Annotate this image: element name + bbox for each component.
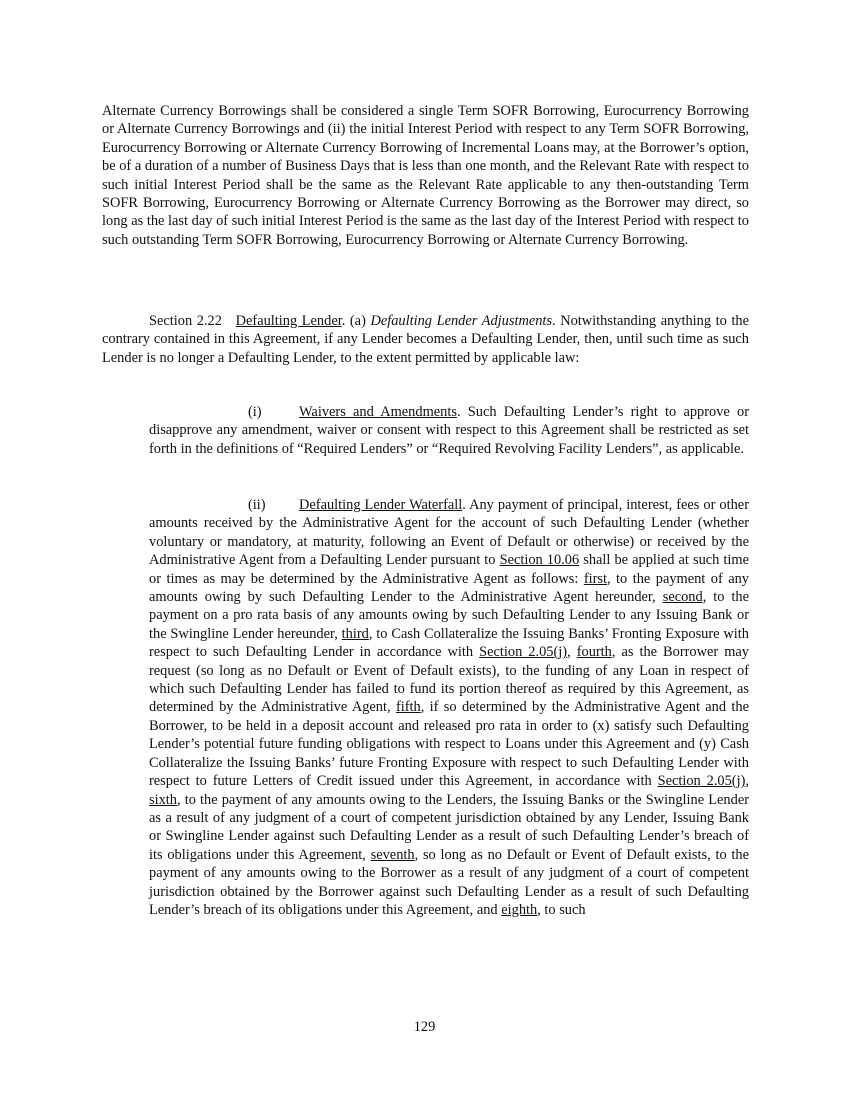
waterfall-step: fifth [395, 699, 421, 716]
cross-reference: Section 2.05(j) [657, 773, 746, 790]
waterfall-step: third [341, 625, 369, 642]
waterfall-step: sixth [149, 791, 177, 808]
waterfall-step: seventh [370, 846, 415, 863]
section-heading: Defaulting Lender [235, 313, 342, 329]
waterfall-step: fourth [576, 644, 612, 661]
clause-ii: (ii) Defaulting Lender Waterfall. Any payment of principal, interest, fees or other amounts received by the Administrative Agent for the account of such Defaulting Lender (whether voluntary or mandatory, at maturity, following an Event of Default or otherwise) or received by the Administrative Agent from a Defaulting Lender pursuant to Section 10.06 shall be applied at such time or times as may be determined by the Administrative Agent as follows: first, to the payment of any amounts owing by such Defaulting Lender to the Administrative Agent hereunder, second, to the payment on a pro rata basis of any amounts owing by such Defaulting Lender to any Issuing Bank or the Swingline Lender hereunder, third, to Cash Collateralize the Issuing Banks’ Fronting Exposure with respect to such Defaulting Lender in accordance with Section 2.05(j), fourth, as the Borrower may request (so long as no Default or Event of Default exists), to the funding of any Loan in respect of which such Defaulting Lender has failed to fund its portion thereof as required by this Agreement, as determined by the Administrative Agent, fifth, if so determined by the Administrative Agent and the Borrower, to be held in a deposit account and released pro rata in order to (x) satisfy such Defaulting Lender’s potential future funding obligations with respect to Loans under this Agreement and (y) Cash Collateralize the Issuing Banks’ future Fronting Exposure with respect to such Defaulting Lender with respect to future Letters of Credit issued under this Agreement, in accordance with Section 2.05(j), sixth, to the payment of any amounts owing to the Lenders, the Issuing Banks or the Swingline Lender as a result of any judgment of a court of competent jurisdiction obtained by any Lender, Issuing Bank or Swingline Lender against such Defaulting Lender as a result of such Defaulting Lender’s breach of its obligations under this Agreement, seventh, so long as no Default or Event of Default exists, to the payment of any amounts owing to the Borrower as a result of any judgment of a court of competent jurisdiction obtained by the Borrower against such Defaulting Lender as a result of such Defaulting Lender’s breach of its obligations under this Agreement, and eighth, to such [149, 497, 749, 918]
paragraph-interest-period: Alternate Currency Borrowings shall be considered a single Term SOFR Borrowing, Eurocurrency Borrowing or Alternate Currency Borrowings and (ii) the initial Interest Period with respect to any Term SOFR Borrowing, Eurocurrency Borrowing or Alternate Currency Borrowing of Incremental Loans may, at the Borrower’s option, be of a duration of a number of Business Days that is less than one month, and the Relevant Rate with respect to such initial Interest Period shall be the same as the Relevant Rate applicable to any then-outstanding Term SOFR Borrowing, Eurocurrency Borrowing or Alternate Currency Borrowing as the Borrower may direct, so long as the last day of such initial Interest Period is the same as the last day of the Interest Period with respect to such outstanding Term SOFR Borrowing, Eurocurrency Borrowing or Alternate Currency Borrowing. [102, 103, 749, 248]
clause-heading: Defaulting Lender Waterfall [299, 497, 463, 513]
waterfall-step: second [662, 589, 703, 606]
section-number: Section 2.22 [149, 313, 222, 329]
page-number: 129 [413, 1019, 436, 1035]
clause-number: (ii) [248, 497, 266, 513]
subsection-heading: Defaulting Lender Adjustments [370, 313, 553, 329]
cross-reference: Section 2.05(j) [479, 644, 568, 661]
waterfall-step: first [583, 570, 607, 587]
section-2-22-intro: Section 2.22 Defaulting Lender. (a) Defaulting Lender Adjustments. Notwithstanding anything to the contrary contained in this Agreement, if any Lender becomes a Defaulting Lender, then, until such time as such Lender is no longer a Defaulting Lender, to the extent permitted by applicable law: [102, 313, 749, 366]
clause-number: (i) [248, 404, 262, 420]
waterfall-step: eighth [501, 901, 538, 918]
clause-i: (i) Waivers and Amendments. Such Defaulting Lender’s right to approve or disapprove any amendment, waiver or consent with respect to this Agreement shall be restricted as set forth in the definitions of “Required Lenders” or “Required Revolving Facility Lenders”, as applicable. [149, 404, 749, 457]
cross-reference: Section 10.06 [499, 552, 580, 569]
clause-heading: Waivers and Amendments [299, 404, 457, 420]
